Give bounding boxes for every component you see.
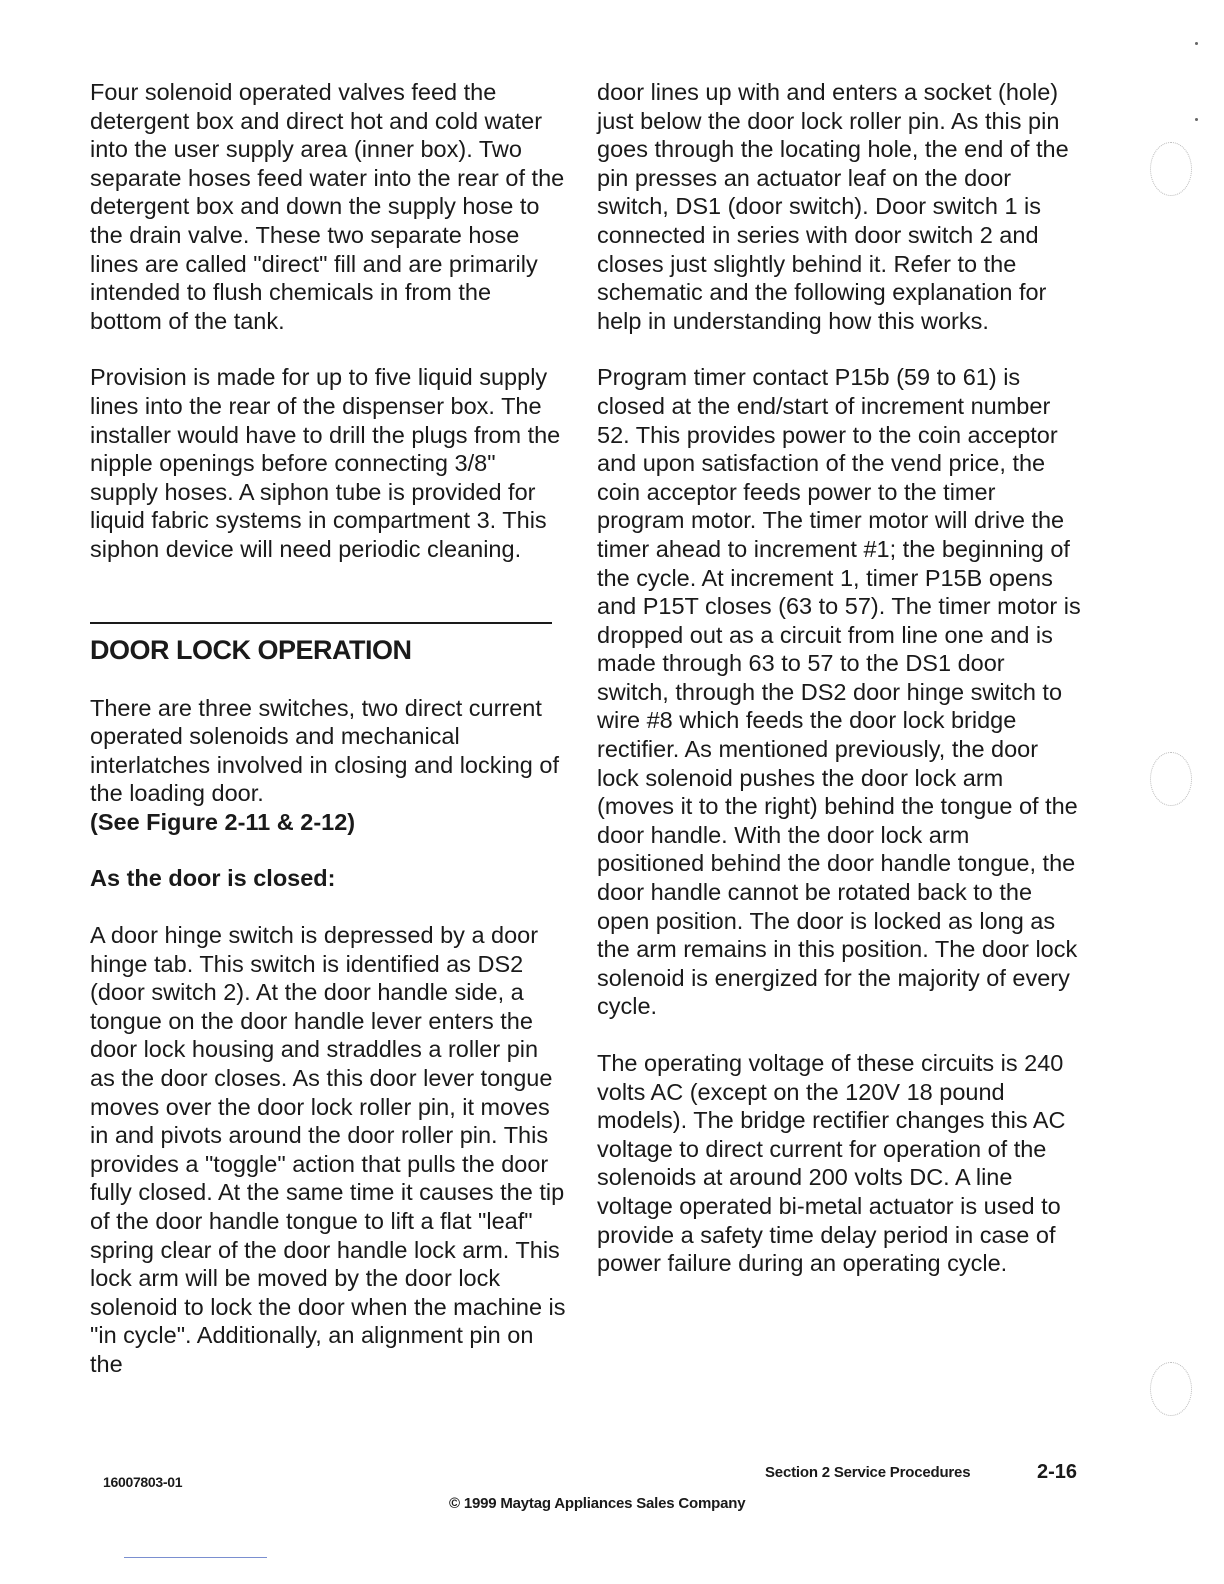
copyright: © 1999 Maytag Appliances Sales Company xyxy=(449,1495,746,1512)
paragraph-alignment-pin: door lines up with and enters a socket (hole) just below the door lock roller pin. As this pin goes through the locating hole, the end of the pin presses an actuator leaf on the door switch, DS1 (door switch). Door switch 1 is connected in series with door switch 2 and closes just slightly behind it. Refer to the schematic and the following explanation for help in understanding how this works. xyxy=(597,79,1069,334)
page-number: 2-16 xyxy=(1037,1461,1078,1483)
scan-hole-mark xyxy=(1150,142,1192,196)
paragraph-operating-voltage: The operating voltage of these circuits is 240 volts AC (except on the 120V 18 pound models). The bridge rectifier changes this AC voltage to direct current for operation of the solenoids at around 200 volts DC. A line voltage operated bi-metal actuator is used to provide a safety time delay period in case of power failure during an operating cycle. xyxy=(597,1050,1066,1277)
scan-hole-mark xyxy=(1150,1362,1192,1416)
right-column xyxy=(597,78,1082,1278)
scan-hole-mark xyxy=(1150,752,1192,806)
paragraph-switches-intro: There are three switches, two direct current operated solenoids and mechanical interlatches involved in closing and locking of the loading door. xyxy=(90,694,559,807)
scan-speck xyxy=(1195,42,1198,45)
section-label: Section 2 Service Procedures xyxy=(765,1464,971,1481)
paragraph-program-timer: Program timer contact P15b (59 to 61) is closed at the end/start of increment number 52. This provides power to the coin acceptor and upon satisfaction of the vend price, the coin acceptor feeds power to the timer program motor. The timer motor will drive the timer ahead to increment #1; the beginning of the cycle. At increment 1, timer P15B opens and P15T closes (63 to 57). The timer motor is dropped out as a circuit from line one and is made through 63 to 57 to the DS1 door switch, through the DS2 door hinge switch to wire #8 which feeds the door lock bridge rectifier. As mentioned previously, the door lock solenoid pushes the door lock arm (moves it to the right) behind the tongue of the door handle. With the door lock arm positioned behind the door handle tongue, the door handle cannot be rotated back to the open position. The door is locked as long as the arm remains in this position. The door lock solenoid is energized for the majority of every cycle. xyxy=(597,364,1081,1020)
scan-edge-line xyxy=(124,1557,267,1558)
figure-reference: (See Figure 2-11 & 2-12) xyxy=(90,808,356,835)
part-number: 16007803-01 xyxy=(103,1474,183,1490)
left-column xyxy=(90,78,568,1379)
paragraph-door-hinge-switch: A door hinge switch is depressed by a door hinge tab. This switch is identified as DS2 (door switch 2). At the door handle side, a tongue on the door handle lever enters the door lock housing and straddles a roller pin as the door closes. As this door lever tongue moves over the door lock roller pin, it moves in and pivots around the door roller pin. This provides a "toggle" action that pulls the door fully closed. At the same time it causes the tip of the door handle tongue to lift a flat "leaf" spring clear of the door handle lock arm. This lock arm will be moved by the door lock solenoid to lock the door when the machine is "in cycle". Additionally, an alignment pin on the xyxy=(90,922,566,1377)
subheading-door-closed: As the door is closed: xyxy=(90,865,336,892)
paragraph-solenoid-valves: Four solenoid operated valves feed the detergent box and direct hot and cold water into the user supply area (inner box). Two separate hoses feed water into the rear of the detergent box and down the supply hose to the drain valve. These two separate hose lines are called "direct" fill and are primarily intended to flush chemicals in from the bottom of the tank. xyxy=(90,79,565,334)
section-divider xyxy=(90,622,552,624)
paragraph-liquid-supply: Provision is made for up to five liquid supply lines into the rear of the dispenser box. The installer would have to drill the plugs from the nipple openings before connecting 3/8" supply hoses. A siphon tube is provided for liquid fabric systems in compartment 3. This siphon device will need periodic cleaning. xyxy=(90,364,561,562)
scan-speck xyxy=(1195,118,1198,121)
section-heading: DOOR LOCK OPERATION xyxy=(90,634,412,665)
